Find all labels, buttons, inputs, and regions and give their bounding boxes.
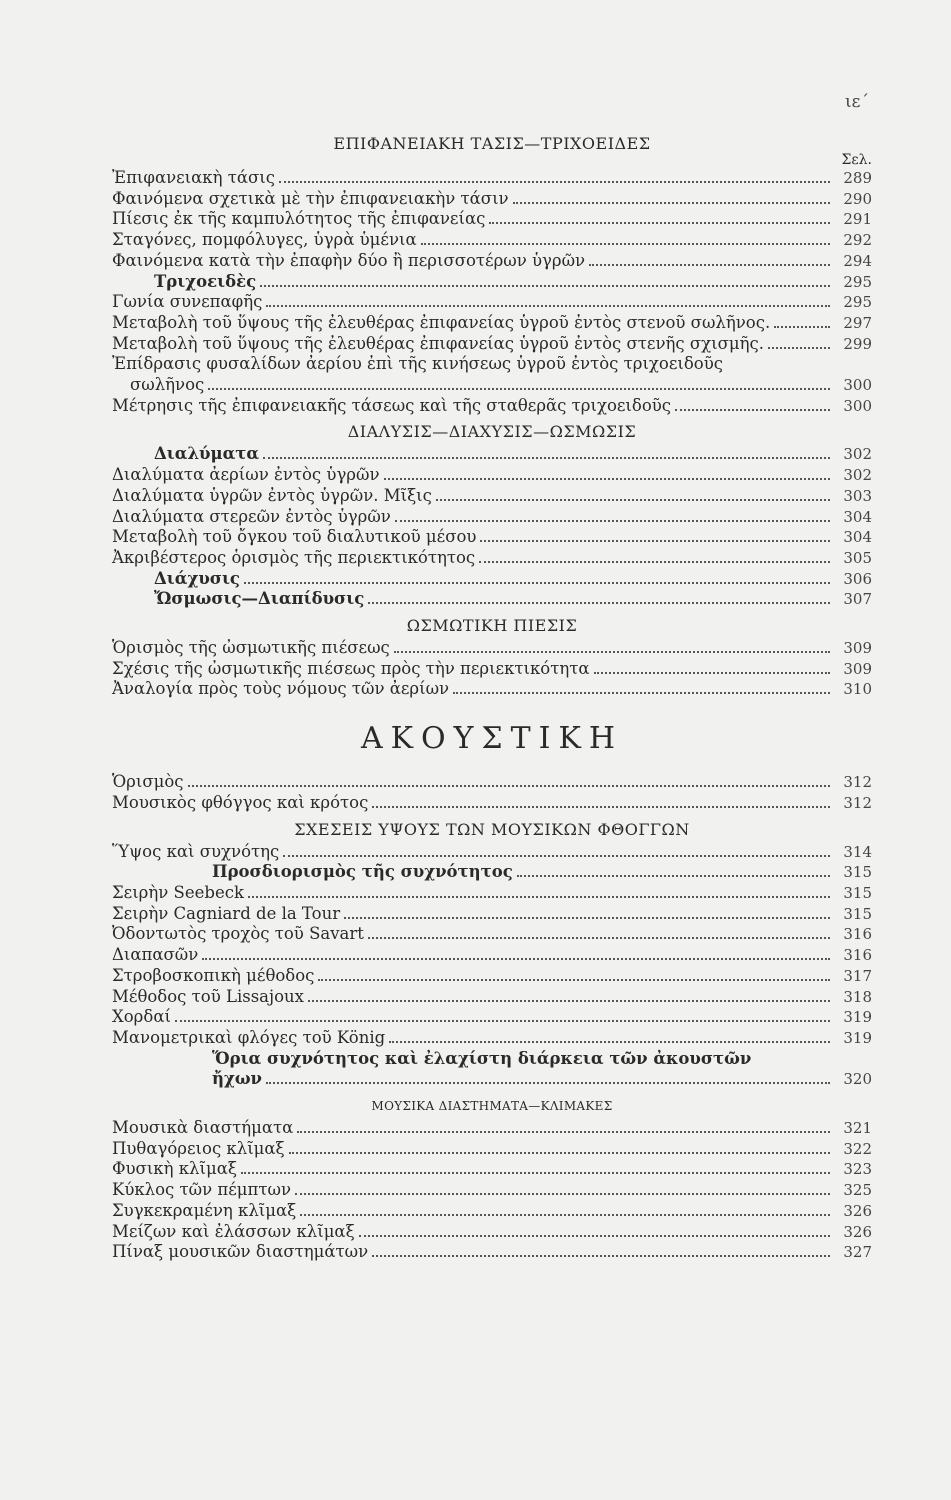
- entry-title: Πυθαγόρειος κλῖμαξ: [112, 1138, 285, 1158]
- toc-entry: [112, 1180, 872, 1201]
- toc-entry: [112, 313, 872, 334]
- entry-title: Μανομετρικαὶ φλόγες τοῦ König: [112, 1027, 386, 1047]
- entry-title: Σειρὴν Seebeck: [112, 882, 244, 902]
- entry-page-number: 317: [843, 966, 872, 985]
- section-heading: ΩΣΜΩΤΙΚΗ ΠΙΕΣΙΣ: [406, 616, 578, 636]
- entry-title: Ἀναλογία πρὸς τοὺς νόμους τῶν ἀερίων: [112, 679, 450, 699]
- toc-entry: [112, 444, 872, 465]
- toc-entry: [112, 375, 872, 396]
- entry-title: Μέτρησις τῆς ἐπιφανειακῆς τάσεως καὶ τῆς σταθερᾶς τριχοειδοῦς: [112, 395, 672, 415]
- dot-leader: [359, 1235, 830, 1237]
- entry-page-number: 327: [843, 1243, 872, 1262]
- entry-page-number: 300: [843, 376, 872, 395]
- toc-entry: [112, 679, 872, 700]
- page-column-label: Σελ.: [841, 152, 872, 168]
- toc-entry: [112, 354, 872, 375]
- dot-leader: [517, 875, 830, 877]
- dot-leader: [513, 202, 830, 204]
- entry-page-number: 292: [843, 231, 872, 250]
- entry-title: Διάχυσις: [154, 568, 240, 588]
- toc-entry: [112, 883, 872, 904]
- dot-leader: [202, 958, 830, 960]
- entry-page-number: 310: [843, 680, 872, 699]
- dot-leader: [774, 326, 830, 328]
- entry-title: Μέθοδος τοῦ Lissajoux: [112, 986, 304, 1006]
- entry-page-number: 312: [843, 773, 872, 792]
- dot-leader: [675, 409, 830, 411]
- dot-leader: [241, 1172, 830, 1174]
- entry-page-number: 302: [843, 466, 872, 485]
- toc-entry: [112, 924, 872, 945]
- toc-entry: [112, 465, 872, 486]
- entry-page-number: 314: [843, 842, 872, 861]
- entry-page-number: 295: [843, 272, 872, 291]
- toc-entry: [112, 1201, 872, 1222]
- dot-leader: [421, 243, 830, 245]
- toc-entry: [112, 507, 872, 528]
- dot-leader: [384, 478, 831, 480]
- entry-title: Διαλύματα ὑγρῶν ἐντὸς ὑγρῶν. Μῖξις: [112, 485, 432, 505]
- dot-leader: [368, 602, 830, 604]
- toc-entry: [112, 486, 872, 507]
- entry-title: ἤχων: [212, 1069, 263, 1089]
- dot-leader: [289, 1152, 830, 1154]
- entry-page-number: 297: [843, 313, 872, 332]
- entry-title: Διαλύματα ἀερίων ἐντὸς ὑγρῶν: [112, 465, 380, 485]
- dot-leader: [279, 181, 830, 183]
- toc-entry: [112, 1118, 872, 1139]
- toc-entry: [112, 638, 872, 659]
- entry-page-number: 319: [843, 1028, 872, 1047]
- dot-leader: [300, 1214, 830, 1216]
- dot-leader: [283, 855, 830, 857]
- entry-page-number: 304: [843, 528, 872, 547]
- entry-page-number: 289: [843, 169, 872, 187]
- entry-title: Μεταβολὴ τοῦ ὕψους τῆς ἐλευθέρας ἐπιφανείας ὑγροῦ ἐντὸς στενῆς σχισμῆς.: [112, 333, 764, 353]
- toc-entry: [112, 945, 872, 966]
- dot-leader: [266, 1082, 830, 1084]
- entry-page-number: 306: [843, 569, 872, 588]
- entry-page-number: 326: [843, 1222, 872, 1241]
- dot-leader: [266, 305, 830, 307]
- entry-title: Φαινόμενα κατὰ τὴν ἐπαφὴν δύο ἢ περισσοτέρων ὑγρῶν: [112, 250, 586, 270]
- toc-entry: [112, 1222, 872, 1243]
- entry-title: Ὀδοντωτὸς τροχὸς τοῦ Savart: [112, 924, 364, 944]
- entry-page-number: 325: [843, 1181, 872, 1200]
- part-title: ΑΚΟΥΣΤΙΚΗ: [360, 721, 624, 757]
- toc-entry: [112, 396, 872, 417]
- toc-entry: [112, 569, 872, 590]
- entry-page-number: 323: [843, 1160, 872, 1179]
- toc-entry: [112, 334, 872, 355]
- dot-leader: [175, 1020, 830, 1022]
- entry-page-number: 315: [843, 883, 872, 902]
- section-heading: ΔΙΑΛΥΣΙΣ—ΔΙΑΧΥΣΙΣ—ΩΣΜΩΣΙΣ: [347, 422, 637, 442]
- entry-title: Γωνία συνεπαφῆς: [112, 292, 263, 312]
- entry-title: Πίναξ μουσικῶν διαστημάτων: [112, 1242, 369, 1262]
- entry-title: Ἀκριβέστερος ὁρισμὸς τῆς περιεκτικότητος: [112, 547, 476, 567]
- entry-title: Ὁρισμὸς: [112, 772, 184, 792]
- toc-entry: [112, 272, 872, 293]
- toc-entry: [112, 1139, 872, 1160]
- dot-leader: [244, 582, 830, 584]
- entry-page-number: 319: [843, 1008, 872, 1027]
- dot-leader: [589, 264, 830, 266]
- section-heading: ΕΠΙΦΑΝΕΙΑΚΗ ΤΑΣΙΣ—ΤΡΙΧΟΕΙΔΕΣ: [333, 134, 651, 153]
- toc-entry: [112, 189, 872, 210]
- entry-page-number: 294: [843, 251, 872, 270]
- entry-page-number: 295: [843, 293, 872, 312]
- entry-page-number: 290: [843, 189, 872, 208]
- entry-page-number: 318: [843, 987, 872, 1006]
- dot-leader: [295, 1193, 830, 1195]
- entry-title: Ἐπιφανειακὴ τάσις: [112, 168, 275, 187]
- dot-leader: [594, 672, 830, 674]
- entry-page-number: 316: [843, 925, 872, 944]
- toc-entry: [112, 168, 872, 189]
- entry-title: Διαλύματα στερεῶν ἐντὸς ὑγρῶν: [112, 506, 391, 526]
- entry-title: σωλῆνος: [130, 375, 205, 395]
- entry-title: Τριχοειδὲς: [154, 271, 257, 291]
- entry-title: Μείζων καὶ ἐλάσσων κλῖμαξ: [112, 1221, 355, 1241]
- entry-title: Ὁρισμὸς τῆς ὠσμωτικῆς πιέσεως: [112, 638, 390, 658]
- toc-entry: [112, 1069, 872, 1090]
- dot-leader: [389, 1041, 830, 1043]
- entry-page-number: 291: [843, 210, 872, 229]
- dot-leader: [489, 222, 830, 224]
- toc-entry: [112, 772, 872, 793]
- entry-page-number: 315: [843, 863, 872, 882]
- toc-entry: [112, 793, 872, 814]
- section-heading: ΜΟΥΣΙΚΑ ΔΙΑΣΤΗΜΑΤΑ—ΚΛΙΜΑΚΕΣ: [371, 1099, 613, 1114]
- dot-leader: [260, 285, 830, 287]
- dot-leader: [394, 651, 830, 653]
- toc-entry: [112, 209, 872, 230]
- section-heading: ΣΧΕΣΕΙΣ ΥΨΟΥΣ ΤΩΝ ΜΟΥΣΙΚΩΝ ΦΘΟΓΓΩΝ: [294, 819, 690, 839]
- dot-leader: [297, 1131, 830, 1133]
- dot-leader: [368, 937, 830, 939]
- entry-title: Διαλύματα: [154, 444, 260, 464]
- dot-leader: [318, 979, 830, 981]
- dot-leader: [188, 785, 830, 787]
- entry-page-number: 299: [843, 334, 872, 353]
- entry-page-number: 309: [843, 659, 872, 678]
- entry-page-number: 300: [843, 396, 872, 415]
- entry-title: Φαινόμενα σχετικὰ μὲ τὴν ἐπιφανειακὴν τάσιν: [112, 188, 509, 208]
- toc-entry: [112, 862, 872, 883]
- entry-page-number: 312: [843, 793, 872, 812]
- entry-page-number: 307: [843, 590, 872, 609]
- entry-title: Σχέσις τῆς ὠσμωτικῆς πιέσεως πρὸς τὴν περιεκτικότητα: [112, 658, 590, 678]
- dot-leader: [308, 1000, 830, 1002]
- dot-leader: [768, 347, 830, 349]
- dot-leader: [372, 1255, 830, 1257]
- toc-entry: [112, 904, 872, 925]
- entry-page-number: 316: [843, 946, 872, 965]
- entry-page-number: 309: [843, 639, 872, 658]
- toc-entry: [112, 589, 872, 610]
- dot-leader: [480, 540, 830, 542]
- toc-column: [112, 128, 872, 1263]
- entry-title: Μουσικὰ διαστήματα: [112, 1118, 294, 1138]
- entry-title: Σταγόνες, πομφόλυγες, ὑγρὰ ὑμένια: [112, 230, 417, 250]
- entry-title: Χορδαί: [112, 1007, 171, 1027]
- dot-leader: [372, 806, 830, 808]
- entry-title: Μεταβολὴ τοῦ ὕψους τῆς ἐλευθέρας ἐπιφανείας ὑγροῦ ἐντὸς στενοῦ σωλῆνος.: [112, 312, 771, 332]
- entry-title: Ὅρια συχνότητος καὶ ἐλαχίστη διάρκεια τῶν ἀκουστῶν: [212, 1048, 752, 1068]
- toc-entry: [112, 1242, 872, 1263]
- dot-leader: [248, 896, 830, 898]
- toc-entry: [112, 987, 872, 1008]
- entry-title: Στροβοσκοπικὴ μέθοδος: [112, 965, 315, 985]
- entry-page-number: 303: [843, 486, 872, 505]
- entry-page-number: 304: [843, 507, 872, 526]
- dot-leader: [395, 520, 830, 522]
- entry-title: Προσδιορισμὸς τῆς συχνότητος: [212, 862, 513, 882]
- entry-title: Φυσικὴ κλῖμαξ: [112, 1159, 237, 1179]
- toc-entry: [112, 966, 872, 987]
- dot-leader: [479, 561, 830, 563]
- dot-leader: [208, 388, 830, 390]
- entry-page-number: 305: [843, 548, 872, 567]
- entry-title: Πίεσις ἐκ τῆς καμπυλότητος τῆς ἐπιφανείας: [112, 209, 486, 229]
- toc-entry: [112, 1007, 872, 1028]
- entry-title: Διαπασῶν: [112, 945, 199, 965]
- toc-entry: [112, 292, 872, 313]
- entry-title: Ὕψος καὶ συχνότης: [112, 841, 280, 861]
- toc-entry: [112, 842, 872, 863]
- entry-title: Συγκεκραμένη κλῖμαξ: [112, 1200, 297, 1220]
- toc-entry: [112, 527, 872, 548]
- toc-entry: [112, 659, 872, 680]
- entry-page-number: 315: [843, 904, 872, 923]
- entry-title: Ὤσμωσις—Διαπίδυσις: [154, 589, 365, 609]
- entry-page-number: 320: [843, 1070, 872, 1089]
- toc-entry: [112, 251, 872, 272]
- page-number: ιε΄: [845, 92, 869, 112]
- entry-page-number: 326: [843, 1201, 872, 1220]
- toc-entry: [112, 548, 872, 569]
- toc-entry: [112, 230, 872, 251]
- dot-leader: [263, 457, 830, 459]
- entry-title: Μεταβολὴ τοῦ ὄγκου τοῦ διαλυτικοῦ μέσου: [112, 527, 477, 547]
- entry-page-number: 302: [843, 445, 872, 464]
- toc-entry: [112, 1028, 872, 1049]
- dot-leader: [453, 692, 830, 694]
- entry-title: Ἐπίδρασις φυσαλίδων ἀερίου ἐπὶ τῆς κινήσεως ὑγροῦ ἐντὸς τριχοειδοῦς: [112, 354, 724, 374]
- entry-page-number: 322: [843, 1139, 872, 1158]
- toc-entry: [112, 1049, 872, 1070]
- toc-entry: [112, 1159, 872, 1180]
- entry-page-number: 321: [843, 1119, 872, 1138]
- entry-title: Κύκλος τῶν πέμπτων: [112, 1180, 291, 1200]
- entry-title: Μουσικὸς φθόγγος καὶ κρότος: [112, 792, 369, 812]
- dot-leader: [436, 499, 830, 501]
- entry-title: Σειρὴν Cagniard de la Tour: [112, 903, 341, 923]
- dot-leader: [344, 917, 830, 919]
